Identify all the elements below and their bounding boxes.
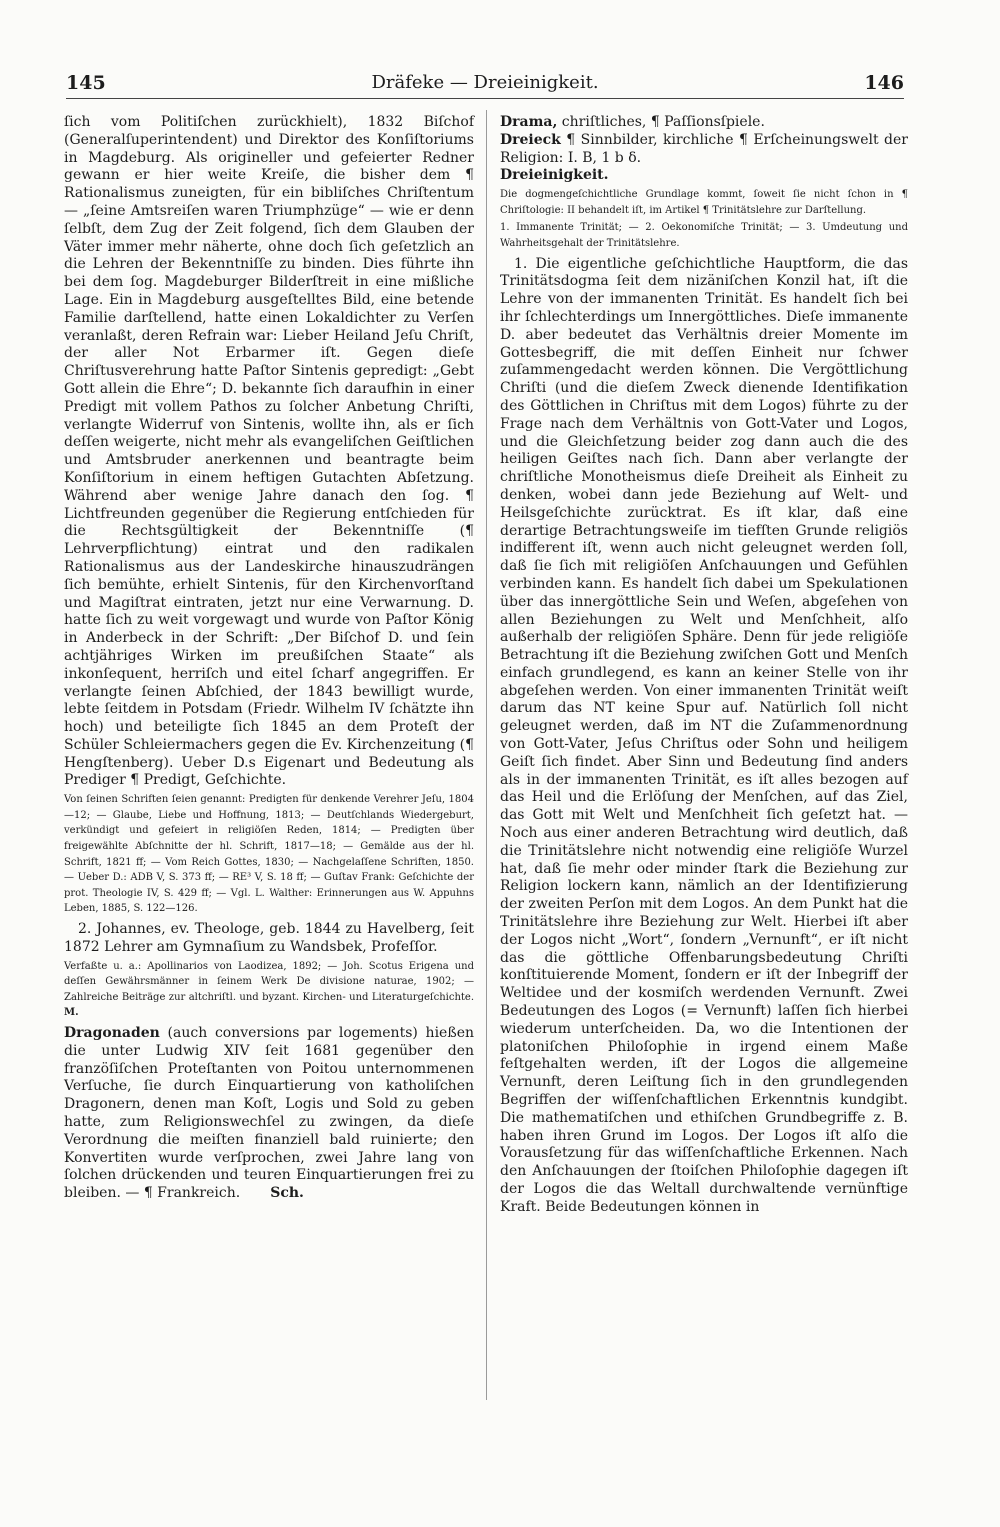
entry-headword-dreieck: Dreieck (500, 131, 561, 148)
dreieinigkeit-note: Die dogmengeſchichtliche Grundlage kommt, ſoweit ſie nicht ſchon in ¶ Chriſtologie: II behandelt iſt, im Artikel ¶ Trinitätslehre zur Darſtellung. (500, 189, 908, 216)
drama-entry (500, 114, 908, 132)
page-number-left: 145 (66, 72, 106, 94)
right-column (500, 114, 908, 1217)
dreieck-entry (500, 132, 908, 168)
draeseke-johannes-entry: 2. Johannes, ev. Theologe, geb. 1844 zu Havelberg, ſeit 1872 Lehrer am Gymnaſium zu Wandsbek, Profeſſor. (64, 921, 474, 955)
entry-headword-drama: Drama, (500, 114, 558, 130)
dragonaden-text: (auch conversions par logements) hießen die unter Ludwig XIV ſeit 1681 gegenüber den franzöſiſchen Proteſtanten von Poitou unternommenen Verſuche, ſie durch Einquartierung von katholiſchen Dragonern, denen man Koſt, Logis und Sold zu geben hatte, zum Religionswechſel zu zwingen, da dieſe Verordnung die meiſten finanziell bald ruinierte; den Konvertiten wurde verſprochen, zwei Jahre lang von ſolchen drückenden und teuren Einquartierungen frei zu bleiben. — ¶ Frankreich. (64, 1025, 474, 1202)
page-header (66, 68, 904, 99)
dragonaden-entry (64, 1025, 474, 1203)
author-signature-sch: Sch. (270, 1185, 304, 1202)
dreieinigkeit-section-1: 1. Die eigentliche geſchichtliche Hauptform, die das Trinitätsdogma ſeit dem nizäniſchen Konzil hat, iſt die Lehre von der immanenten Trinität. Es handelt ſich bei ihr ſchlechterdings um Innergöttliches. Dieſe immanente D. aber bedeutet das Verhältnis dreier Momente im Gottesbegriff, die mit deſſen Einheit nur ſchwer zuſammengedacht werden können. Die Vergöttlichung Chriſti (und die dieſem Zweck dienende Identifikation des Göttlichen in Chriſtus mit dem Logos) führte zu der Frage nach dem Verhältnis von Gott-Vater und Logos, und die Gleichſetzung beider zog dann auch die des heiligen Geiſtes nach ſich. Dann aber verlangte der chriſtliche Monotheismus dieſe Dreiheit als Einheit zu denken, wobei dann jede Beziehung auf Welt- und Heilsgeſchichte zurücktrat. Es iſt klar, daß eine derartige Betrachtungsweiſe im tiefſten Grunde religiös indifferent iſt, wenn auch nicht geleugnet werden ſoll, daß ſie ſich mit religiöſen Anſchauungen und Gefühlen verbinden kann. Es handelt ſich dabei um Spekulationen über das innergöttliche Sein und Weſen, abgeſehen von allen Beziehungen zu Welt und Menſchheit, alſo außerhalb der religiöſen Sphäre. Denn für jede religiöſe Betrachtung iſt die Beziehung zwiſchen Gott und Menſch einfach grundlegend, es kann an keiner Stelle von ihr abgeſehen werden. Von einer immanenten Trinität weiſt darum das NT keine Spur auf. Natürlich ſoll nicht geleugnet werden, daß im NT die Zuſammenordnung von Gott-Vater, Jeſus Chriſtus oder Sohn und heiligem Geiſt ſich findet. Aber Sinn und Bedeutung ſind anders als in der immanenten Trinität, es iſt alles bezogen auf das Heil und die Erlöſung der Menſchen, auf das Ziel, das Gott mit Welt und Menſchheit ſich geſetzt hat. — Noch aus einer anderen Betrachtung wird deutlich, daß die Trinitätslehre nicht notwendig eine religiöſe Wurzel hat, daß ſie mehr oder minder ſtark die Beziehung zur Religion lockern kann, nämlich an der Identifizierung der zweiten Perſon mit dem Logos. An dem Punkt hat die Trinitätslehre ihre Beziehung zur Welt. Hierbei iſt aber der Logos nicht „Wort“, ſondern „Vernunft“, er iſt nicht das die göttliche Offenbarungsbedeutung Chriſti konſtituierende Moment, ſondern er iſt der Inbegriff der Weltidee und der kosmiſch werdenden Vernunft. Zwei Bedeutungen des Logos (= Vernunft) laſſen ſich hierbei wiederum unterſcheiden. Da, wo die Intentionen der platoniſchen Philoſophie in irgend einem Maße feſtgehalten werden, iſt der Logos die allgemeine Vernunft, deren Leiſtung ſich in den grundlegenden Begriffen der wiſſenſchaftlichen Erkenntnis kundgibt. Die mathematiſchen und ethiſchen Grundbegriffe z. B. haben ihren Grund im Logos. Der Logos iſt alſo die Vorausſetzung für das wiſſenſchaftliche Erkennen. Nach den Anſchauungen der ſtoiſchen Philoſophie dagegen iſt der Logos die das Weltall durchwaltende vernünftige Kraft. Beide Bedeutungen können in (500, 255, 908, 1215)
johannes-writings-text: Verfaßte u. a.: Apollinarios von Laodizea, 1892; — Joh. Scotus Erigena und deſſen Gewährsmänner in ſeinem Werk De divisione naturae, 1902; — Zahlreiche Beiträge zur altchriſtl. und byzant. Kirchen- und Literaturgeſchichte. (64, 960, 474, 1003)
left-column (64, 114, 474, 1203)
johannes-writings-note (64, 959, 474, 1021)
entry-headword-dreieinigkeit: Dreieinigkeit. (500, 167, 609, 184)
dreieinigkeit-heading (500, 167, 908, 185)
dreieck-text: ¶ Sinnbilder, kirchliche ¶ Erſcheinungswelt der Religion: I. B, 1 b δ. (500, 131, 908, 166)
page-number-right: 146 (864, 72, 904, 94)
entry-headword: Dragonaden (64, 1025, 160, 1041)
author-signature: M. (64, 1007, 79, 1019)
column-divider (486, 110, 487, 1400)
dreieinigkeit-outline: 1. Immanente Trinität; — 2. Oekonomiſche Trinität; — 3. Umdeutung und Wahrheitsgehalt der Trinitätslehre. (500, 222, 908, 249)
drama-text: chriſtliches, ¶ Paſſionsſpiele. (557, 114, 765, 130)
draeseke-writings-note: Von ſeinen Schriften ſeien genannt: Predigten für denkende Verehrer Jeſu, 1804—12; — Glaube, Liebe und Hoffnung, 1813; — Deutſchlands Wiedergeburt, verkündigt und gefeiert in religiöſen Reden, 1814; — Predigten über freigewählte Abſchnitte der hl. Schrift, 1817—18; — Gemälde aus der hl. Schrift, 1821 ff; — Vom Reich Gottes, 1830; — Nachgelaſſene Schriften, 1850. — Ueber D.: ADB V, S. 373 ff; — RE³ V, S. 18 ff; — Guſtav Frank: Geſchichte der prot. Theologie IV, S. 429 ff; — Vgl. L. Walther: Erinnerungen aus W. Appuhns Leben, 1885, S. 122—126. (64, 794, 474, 915)
draeseke-bio-paragraph: ſich vom Politiſchen zurückhielt), 1832 Biſchof (Generalſuperintendent) und Direktor des Konſiſtoriums in Magdeburg. Als origineller und gefeierter Redner gewann er hier weite Kreiſe, die bisher dem ¶ Rationalismus zuneigten, für ein bibliſches Chriſtentum — „ſeine Amtsreiſen waren Triumphzüge“ — wie er denn ſelbſt, dem Zug der Zeit folgend, ſich dem Glauben der Väter immer mehr näherte, ohne doch ſich geſetzlich an die Lehren der Bekenntniſſe zu binden. Dies führte ihn bei dem ſog. Magdeburger Bilderſtreit in eine mißliche Lage. Ein in Magdeburg ausgeſtelltes Bild, eine betende Familie darſtellend, hatte einen Lokaldichter zu Verſen veranlaßt, deren Refrain war: Lieber Heiland Jeſu Chriſt, der aller Not Erbarmer iſt. Gegen dieſe Chriſtusverehrung hatte Paſtor Sintenis gepredigt: „Gebt Gott allein die Ehre“; D. bekannte ſich daraufhin in einer Predigt mit vollem Pathos zu ſolcher Anbetung Chriſti, verlangte Widerruf von Sintenis, wollte ihn, als er ſich deſſen weigerte, nicht mehr als evangeliſchen Geiſtlichen und Amtsbruder anerkennen und beantragte beim Konſiſtorium in einem heftigen Gutachten Abſetzung. Während aber wenige Jahre danach den ſog. ¶ Lichtfreunden gegenüber die Regierung entſchieden für die Rechtsgültigkeit der Bekenntniſſe (¶ Lehrverpflichtung) eintrat und den radikalen Rationalismus aus der Landeskirche hinauszudrängen ſich bemühte, erhielt Sintenis, für den Kirchenvorſtand und Magiſtrat eintraten, jetzt nur eine Verwarnung. D. hatte ſich zu weit vorgewagt und wurde von Paſtor König in Anderbeck in der Schrift: „Der Biſchof D. und ſein achtjähriges Wirken im preußiſchen Staate“ als inkonſequent, herriſch und eitel ſcharf angegriffen. Er verlangte ſeinen Abſchied, der 1843 bewilligt wurde, lebte ſeitdem in Potsdam (Friedr. Wilhelm IV ſchätzte ihn hoch) und beteiligte ſich 1845 an dem Proteſt der Schüler Schleiermachers gegen die Ev. Kirchenzeitung (¶ Hengſtenberg). Ueber D.s Eigenart und Bedeutung als Prediger ¶ Predigt, Geſchichte. (64, 114, 474, 789)
running-title: Dräfeke — Dreieinigkeit. (371, 72, 599, 93)
